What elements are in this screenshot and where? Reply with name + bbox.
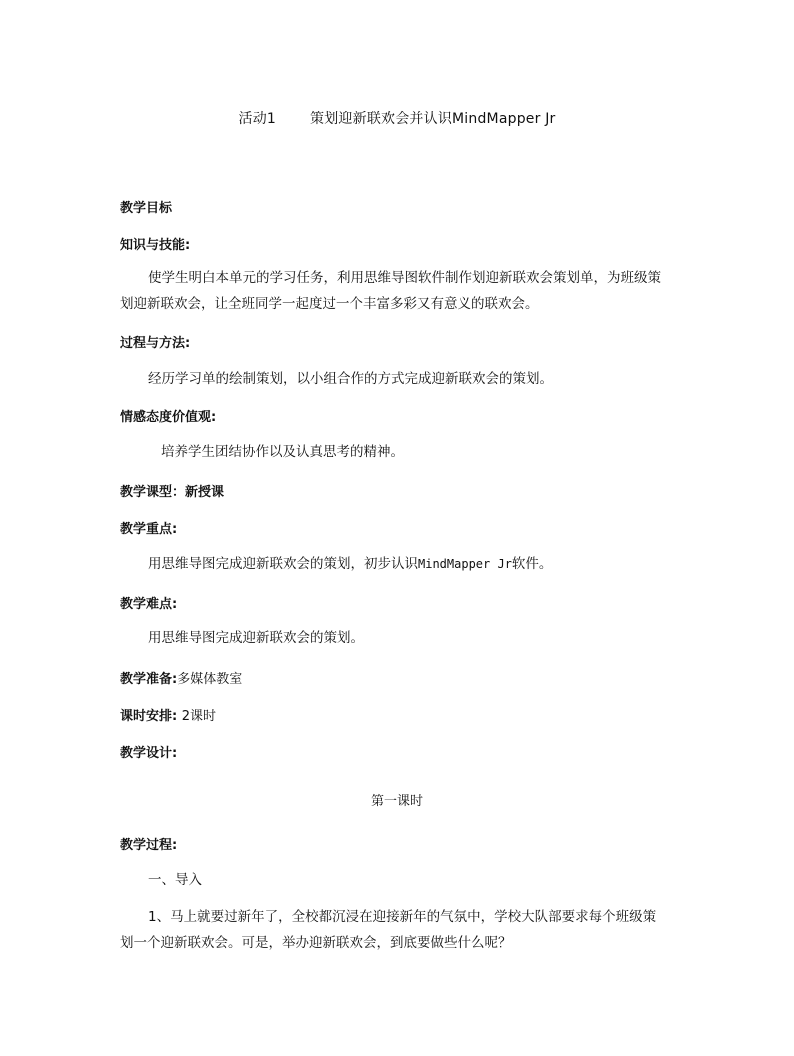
intro-text-line1: 1、马上就要过新年了，全校都沉浸在迎接新年的气氛中，学校大队部要求每个班级策	[148, 909, 657, 925]
lesson-type: 教学课型：新授课	[120, 485, 225, 500]
lesson-title: 第一课时	[370, 794, 423, 809]
key-text	[148, 551, 552, 577]
key-text-a: 用思维导图完成迎新联欢会的策划，初步认识	[148, 556, 418, 572]
schedule-label: 课时安排:	[120, 709, 178, 724]
prep-value: 多媒体教室	[177, 672, 243, 687]
emotion-text: 培养学生团结协作以及认真思考的精神。	[161, 444, 404, 460]
emotion-heading: 情感态度价值观:	[120, 410, 217, 425]
prep-label: 教学准备:	[120, 672, 178, 687]
knowledge-text-line2: 划迎新联欢会，让全班同学一起度过一个丰富多彩又有意义的联欢会。	[120, 296, 539, 312]
key-heading: 教学重点:	[120, 522, 178, 537]
process2-heading: 教学过程:	[120, 838, 178, 853]
key-text-b: 软件。	[511, 556, 553, 572]
knowledge-text-line1: 使学生明白本单元的学习任务，利用思维导图软件制作划迎新联欢会策划单，为班级策	[148, 270, 661, 286]
difficult-text: 用思维导图完成迎新联欢会的策划。	[148, 630, 364, 646]
intro-heading: 一、导入	[148, 872, 202, 888]
prep-line	[120, 668, 242, 687]
process-text: 经历学习单的绘制策划，以小组合作的方式完成迎新联欢会的策划。	[148, 371, 553, 387]
schedule-line	[120, 705, 216, 724]
document-title	[0, 108, 794, 128]
goals-heading: 教学目标	[120, 201, 173, 216]
process-heading: 过程与方法:	[120, 336, 191, 351]
key-text-mono: MindMapper Jr	[418, 557, 512, 571]
difficult-heading: 教学难点:	[120, 597, 178, 612]
knowledge-heading: 知识与技能:	[120, 238, 191, 253]
title-text: 策划迎新联欢会并认识MindMapper Jr	[310, 111, 556, 127]
intro-text-line2: 划一个迎新联欢会。可是，举办迎新联欢会，到底要做些什么呢？	[120, 935, 512, 951]
schedule-value: 2课时	[181, 709, 217, 724]
design-heading: 教学设计:	[120, 746, 178, 761]
title-activity: 活动1	[238, 111, 277, 127]
